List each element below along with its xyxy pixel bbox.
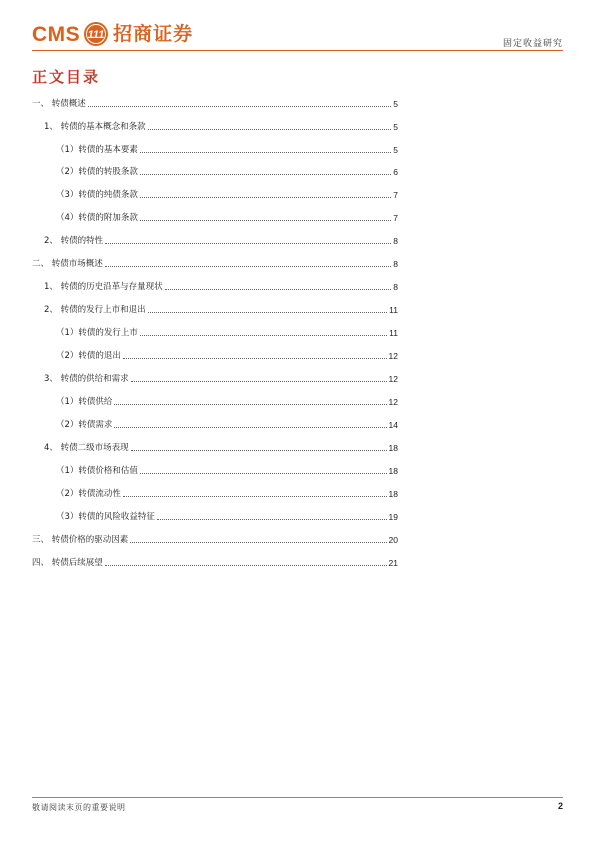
toc-entry-label: 1、 转债的基本概念和条款 xyxy=(44,122,146,132)
toc-entry-page: 20 xyxy=(388,535,398,545)
toc-leader-dots xyxy=(140,335,387,336)
toc-leader-dots xyxy=(140,174,391,175)
toc-entry-label: （2）转债需求 xyxy=(56,420,113,430)
toc-entry[interactable] xyxy=(32,210,398,224)
logo-cms-text: CMS xyxy=(32,22,81,46)
toc-entry-label: （1）转债的基本要素 xyxy=(56,145,138,155)
toc-entry[interactable] xyxy=(32,555,398,569)
toc-entry-label: （2）转债的转股条款 xyxy=(56,167,138,177)
toc-leader-dots xyxy=(140,197,391,198)
toc-entry[interactable] xyxy=(32,440,398,454)
toc-entry-label: （1）转债的发行上市 xyxy=(56,328,138,338)
toc-leader-dots xyxy=(131,450,387,451)
toc-entry-page: 12 xyxy=(388,397,398,407)
toc-entry-label: （3）转债的风险收益特征 xyxy=(56,512,155,522)
footer-disclaimer: 敬请阅读末页的重要说明 xyxy=(32,803,126,812)
toc-entry-label: 一、 转债概述 xyxy=(32,99,86,109)
company-logo xyxy=(32,20,193,48)
toc-entry-page: 12 xyxy=(388,374,398,384)
toc-entry-page: 7 xyxy=(393,213,398,223)
page-header xyxy=(0,0,595,52)
toc-entry-page: 11 xyxy=(389,328,398,338)
toc-entry-label: 3、 转债的供给和需求 xyxy=(44,374,129,384)
toc-entry-label: 二、 转债市场概述 xyxy=(32,259,103,269)
toc-entry-page: 7 xyxy=(393,190,398,200)
toc-entry-page: 12 xyxy=(388,351,398,361)
toc-entry[interactable] xyxy=(32,96,398,110)
toc-entry[interactable] xyxy=(32,532,398,546)
toc-entry[interactable] xyxy=(32,348,398,362)
toc-entry-page: 6 xyxy=(393,167,398,177)
page-number: 2 xyxy=(557,801,563,811)
toc-leader-dots xyxy=(157,519,387,520)
toc-entry-label: 2、 转债的特性 xyxy=(44,236,104,246)
toc-entry-page: 8 xyxy=(393,259,398,269)
header-divider xyxy=(32,50,563,51)
report-category: 固定收益研究 xyxy=(502,39,563,49)
toc-entry-label: 4、 转债二级市场表现 xyxy=(44,443,129,453)
toc-leader-dots xyxy=(123,496,387,497)
toc-entry[interactable] xyxy=(32,233,398,247)
toc-entry-page: 18 xyxy=(388,489,398,499)
toc-entry-label: （2）转债流动性 xyxy=(56,489,121,499)
toc-entry[interactable] xyxy=(32,394,398,408)
toc-entry-label: 1、 转债的历史沿革与存量现状 xyxy=(44,282,163,292)
toc-entry-page: 18 xyxy=(388,466,398,476)
logo-emblem-text: 111 xyxy=(87,29,105,41)
toc-entry-page: 8 xyxy=(393,282,398,292)
toc-entry-label: （1）转债价格和估值 xyxy=(56,466,138,476)
toc-entry-page: 11 xyxy=(389,305,398,315)
toc-entry-label: （2）转债的退出 xyxy=(56,351,121,361)
toc-entry-page: 18 xyxy=(388,443,398,453)
toc-entry-label: 四、 转债后续展望 xyxy=(32,558,103,568)
toc-entry[interactable] xyxy=(32,486,398,500)
toc-entry-label: （1）转债供给 xyxy=(56,397,113,407)
toc-entry[interactable] xyxy=(32,187,398,201)
toc-title: 正文目录 xyxy=(32,68,101,86)
toc-entry[interactable] xyxy=(32,119,398,133)
toc-entry[interactable] xyxy=(32,509,398,523)
toc-entry[interactable] xyxy=(32,463,398,477)
toc-entry-label: 三、 转债价格的驱动因素 xyxy=(32,535,129,545)
toc-entry-page: 5 xyxy=(393,145,398,155)
toc-entry[interactable] xyxy=(32,142,398,156)
toc-entry[interactable] xyxy=(32,302,398,316)
toc-leader-dots xyxy=(148,129,392,130)
toc-leader-dots xyxy=(140,473,387,474)
toc-entry-page: 5 xyxy=(393,99,398,109)
toc-entry-page: 14 xyxy=(388,420,398,430)
toc-entry-page: 5 xyxy=(393,122,398,132)
toc-entry[interactable] xyxy=(32,325,398,339)
toc-leader-dots xyxy=(148,312,388,313)
toc-leader-dots xyxy=(114,404,386,405)
logo-chinese-name: 招商证券 xyxy=(113,22,194,45)
toc-leader-dots xyxy=(88,106,392,107)
toc-leader-dots xyxy=(131,381,387,382)
toc-entry[interactable] xyxy=(32,417,398,431)
toc-entry-label: （4）转债的附加条款 xyxy=(56,213,138,223)
toc-leader-dots xyxy=(105,243,391,244)
toc-entry-page: 21 xyxy=(388,558,398,568)
toc-entry-label: 2、 转债的发行上市和退出 xyxy=(44,305,146,315)
toc-entry[interactable] xyxy=(32,371,398,385)
toc-entry[interactable] xyxy=(32,256,398,270)
toc-leader-dots xyxy=(130,542,386,543)
toc-leader-dots xyxy=(165,289,392,290)
footer-divider xyxy=(32,797,563,798)
toc-leader-dots xyxy=(114,427,386,428)
toc-entry-page: 8 xyxy=(393,236,398,246)
toc-leader-dots xyxy=(140,152,391,153)
toc-leader-dots xyxy=(140,220,391,221)
toc-entry[interactable] xyxy=(32,279,398,293)
toc-entry[interactable] xyxy=(32,164,398,178)
toc-leader-dots xyxy=(105,565,387,566)
logo-emblem-icon xyxy=(83,21,109,47)
toc-entry-label: （3）转债的纯债条款 xyxy=(56,190,138,200)
toc-leader-dots xyxy=(123,358,387,359)
toc-entry-page: 19 xyxy=(388,512,398,522)
toc-leader-dots xyxy=(105,266,392,267)
